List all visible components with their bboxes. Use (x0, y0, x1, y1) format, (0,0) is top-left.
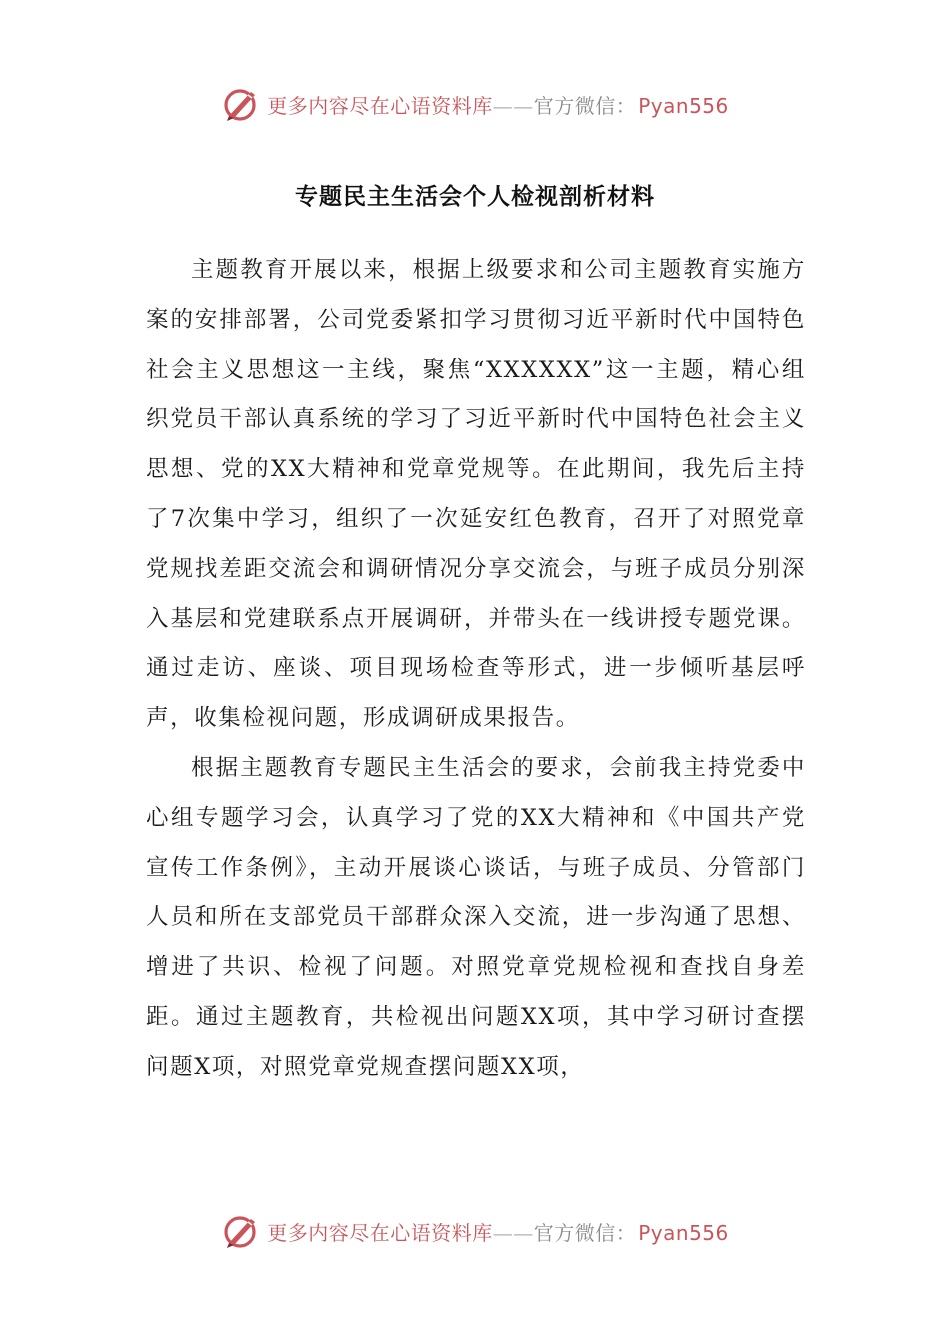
watermark-separator: —— (492, 1220, 534, 1245)
watermark-banner-bottom (0, 1209, 950, 1253)
watermark-wechat-label: 官方微信： (533, 93, 637, 118)
paragraph-2: 根据主题教育专题民主生活会的要求，会前我主持党委中心组专题学习会，认真学习了党的XX大精神和《中国共产党宣传工作条例》，主动开展谈心谈话，与班子成员、分管部门人员和所在支部党员干部群众深入交流，进一步沟通了思想、增进了共识、检视了问题。对照党章党规检视和查找自身差距。通过主题教育，共检视出问题XX项，其中学习研讨查摆问题X项，对照党章党规查摆问题XX项， (146, 754, 806, 1080)
watermark-main: 更多内容尽在心语资料库 (267, 93, 493, 118)
pen-in-circle-icon (221, 84, 261, 124)
pen-in-circle-icon (221, 1211, 261, 1251)
watermark-banner-top (0, 82, 950, 126)
watermark-main: 更多内容尽在心语资料库 (267, 1220, 493, 1245)
paragraph-1: 主题教育开展以来，根据上级要求和公司主题教育实施方案的安排部署，公司党委紧扣学习贯彻习近平新时代中国特色社会主义思想这一主线，聚焦“XXXXXX”这一主题，精心组织党员干部认真系统的学习了习近平新时代中国特色社会主义思想、党的XX大精神和党章党规等。在此期间，我先后主持了7次集中学习，组织了一次延安红色教育，召开了对照党章党规找差距交流会和调研情况分享交流会，与班子成员分别深入基层和党建联系点开展调研，并带头在一线讲授专题党课。通过走访、座谈、项目现场检查等形式，进一步倾听基层呼声，收集检视问题，形成调研成果报告。 (146, 257, 806, 732)
watermark-text (267, 1217, 729, 1246)
watermark-wechat-id: Pyan556 (638, 1220, 729, 1245)
watermark-text (267, 90, 729, 119)
watermark-wechat-label: 官方微信： (533, 1220, 637, 1245)
watermark-wechat-id: Pyan556 (638, 93, 729, 118)
document-title: 专题民主生活会个人检视剖析材料 (295, 184, 655, 210)
document-body (146, 246, 806, 1093)
watermark-separator: —— (492, 93, 534, 118)
